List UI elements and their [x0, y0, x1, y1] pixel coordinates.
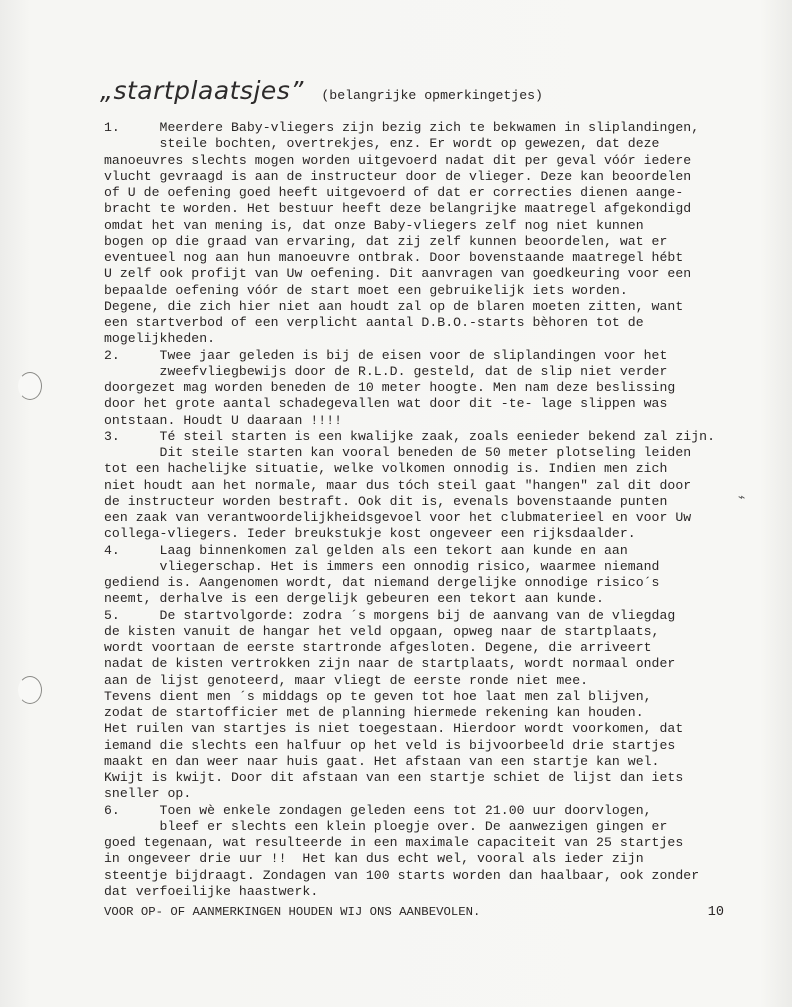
text-line: iemand die slechts een halfuur op het veld is bijvoorbeeld drie startjes — [104, 737, 676, 753]
text-line: U zelf ook profijt van Uw oefening. Dit aanvragen van goedkeuring voor een — [104, 266, 692, 282]
text-line: een zaak van verantwoordelijkheidsgevoel voor het clubmaterieel en voor Uw — [104, 510, 692, 525]
margin-mark: ⌁ — [738, 491, 746, 505]
text-line: nadat de kisten vertrokken zijn naar de startplaats, wordt normaal onder — [104, 656, 676, 672]
document-body — [104, 120, 764, 900]
footer-note: VOOR OP- OF AANMERKINGEN HOUDEN WIJ ONS AANBEVOLEN. — [104, 905, 481, 919]
text-line: collega-vliegers. Ieder breukstukje kost ongeveer een rijksdaalder. — [104, 526, 636, 542]
text-line: Het ruilen van startjes is niet toegestaan. Hierdoor wordt voorkomen, dat — [104, 721, 684, 737]
text-line: bracht te worden. Het bestuur heeft deze belangrijke maatregel afgekondigd — [104, 201, 692, 217]
heading-subtitle: (belangrijke opmerkingetjes) — [321, 88, 543, 103]
numbered-paragraph-3 — [104, 429, 764, 543]
text-line: 3. Té steil starten is een kwalijke zaak, zoals eenieder bekend zal zijn. — [104, 428, 716, 444]
text-line: 5. De startvolgorde: zodra ´s morgens bij de aanvang van de vliegdag — [104, 607, 676, 623]
text-line: bogen op die graad van ervaring, dat zij zelf kunnen beoordelen, wat er — [104, 233, 668, 249]
text-line: een startverbod of een verplicht aantal D.B.O.-starts bèhoren tot de — [104, 315, 644, 330]
text-line: 6. Toen wè enkele zondagen geleden eens tot 21.00 uur doorvlogen, — [104, 802, 652, 818]
text-line: Dit steile starten kan vooral beneden de 50 meter plotseling leiden — [104, 445, 692, 460]
text-line: steentje bijdraagt. Zondagen van 100 starts worden dan haalbaar, ook zonder — [104, 867, 700, 883]
page-footer — [104, 905, 724, 923]
text-line: maakt en dan weer naar huis gaat. Het afstaan van een startje kan wel. — [104, 753, 660, 769]
text-line: mogelijkheden. — [104, 331, 216, 347]
numbered-paragraph-1 — [104, 120, 764, 348]
text-line: zodat de startofficier met de planning hiermede rekening kan houden. — [104, 705, 644, 720]
text-line: wordt voortaan de eerste startronde afgesloten. Degene, die arriveert — [104, 640, 652, 655]
page-heading — [100, 76, 700, 108]
text-line: 4. Laag binnenkomen zal gelden als een tekort aan kunde en aan — [104, 542, 628, 558]
text-line: vliegerschap. Het is immers een onnodig risico, waarmee niemand — [104, 558, 660, 574]
punch-hole-upper — [18, 372, 42, 400]
text-line: aan de lijst genoteerd, maar vliegt de eerste ronde niet mee. — [104, 672, 589, 688]
text-line: goed tegenaan, wat resulteerde in een maximale capaciteit van 25 startjes — [104, 835, 684, 850]
text-line: manoeuvres slechts mogen worden uitgevoerd nadat dit per geval vóór iedere — [104, 152, 692, 168]
text-line: sneller op. — [104, 786, 192, 802]
text-line: niet houdt aan het normale, maar dus tóch steil gaat "hangen" zal dit door — [104, 477, 692, 493]
text-line: zweefvliegbewijs door de R.L.D. gesteld, dat de slip niet verder — [104, 363, 668, 379]
text-line: omdat het van mening is, dat onze Baby-vliegers zelf nog niet kunnen — [104, 217, 644, 233]
heading-title: „startplaatsjes” — [100, 76, 304, 105]
numbered-paragraph-5 — [104, 608, 764, 803]
text-line: steile bochten, overtrekjes, enz. Er wordt op gewezen, dat deze — [104, 136, 660, 152]
numbered-paragraph-2 — [104, 348, 764, 429]
text-line: of U de oefening goed heeft uitgevoerd of dat er correcties dienen aange- — [104, 185, 684, 200]
page-number: 10 — [707, 905, 724, 920]
numbered-paragraph-6 — [104, 803, 764, 901]
text-line: tot een hachelijke situatie, welke volkomen onnodig is. Indien men zich — [104, 461, 668, 477]
text-line: in ongeveer drie uur !! Het kan dus echt wel, vooral als ieder zijn — [104, 851, 644, 867]
text-line: Kwijt is kwijt. Door dit afstaan van een startje schiet de lijst dan iets — [104, 770, 684, 785]
text-line: neemt, derhalve is een dergelijk gebeuren een tekort aan kunde. — [104, 591, 604, 607]
text-line: dat verfoeilijke haastwerk. — [104, 883, 319, 899]
text-line: de instructeur worden bestraft. Ook dit is, evenals bovenstaande punten — [104, 493, 668, 509]
text-line: eventueel nog aan hun manoeuvre ontbrak. Door bovenstaande maatregel hébt — [104, 250, 684, 265]
text-line: ontstaan. Houdt U daaraan !!!! — [104, 412, 343, 428]
text-line: 2. Twee jaar geleden is bij de eisen voor de sliplandingen voor het — [104, 347, 668, 363]
text-line: doorgezet mag worden beneden de 10 meter hoogte. Men nam deze beslissing — [104, 380, 676, 395]
text-line: bepaalde oefening vóór de start moet een gebruikelijk iets worden. — [104, 282, 628, 298]
text-line: de kisten vanuit de hangar het veld opgaan, opweg naar de startplaats, — [104, 623, 660, 639]
text-line: 1. Meerdere Baby-vliegers zijn bezig zich te bekwamen in sliplandingen, — [104, 120, 700, 135]
text-line: door het grote aantal schadegevallen wat door dit -te- lage slippen was — [104, 396, 668, 412]
text-line: gediend is. Aangenomen wordt, dat niemand dergelijke onnodige risico´s — [104, 575, 660, 590]
numbered-paragraph-4 — [104, 543, 764, 608]
punch-hole-lower — [18, 676, 42, 704]
text-line: vlucht gevraagd is aan de instructeur door de vlieger. Deze kan beoordelen — [104, 168, 692, 184]
text-line: Degene, die zich hier niet aan houdt zal op de blaren moeten zitten, want — [104, 298, 684, 314]
text-line: bleef er slechts een klein ploegje over. De aanwezigen gingen er — [104, 818, 668, 834]
text-line: Tevens dient men ´s middags op te geven tot hoe laat men zal blijven, — [104, 688, 652, 704]
